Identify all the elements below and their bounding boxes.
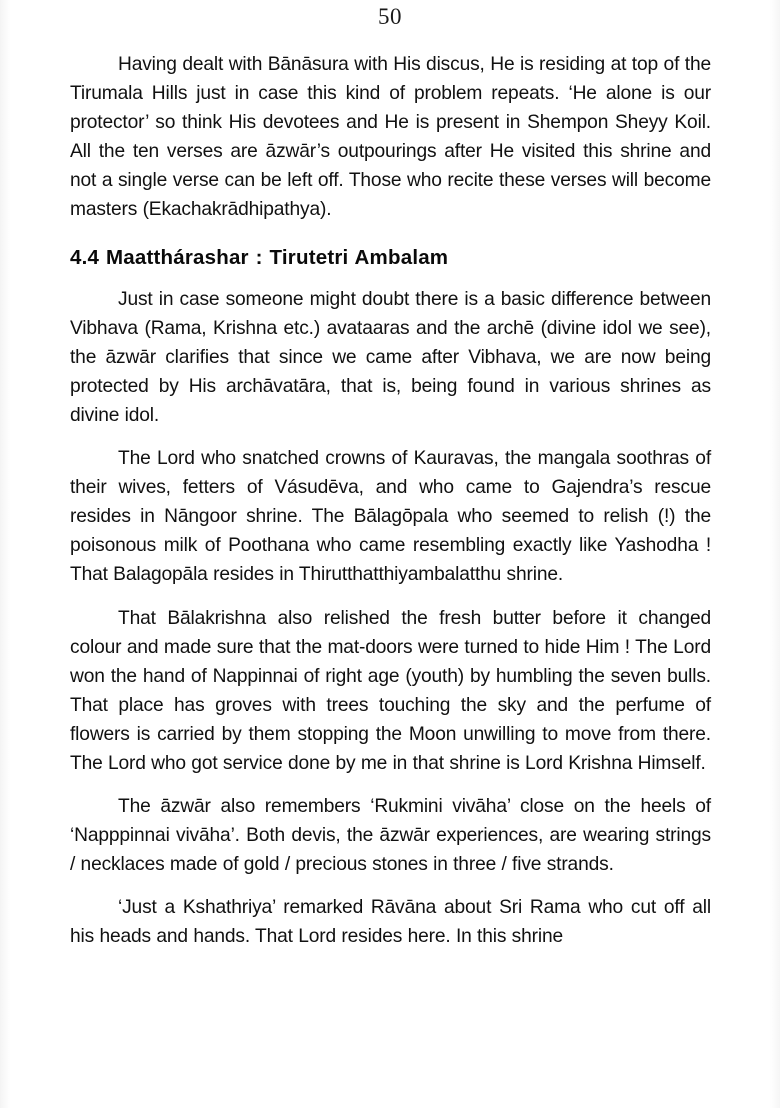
section-heading-4-4: 4.4 Maatthárashar : Tirutetri Ambalam xyxy=(70,245,449,269)
paragraph-rukmini: The āzwār also remembers ‘Rukmini vivāha’ close on the heels of ‘Napppinnai vivāha’. Both devis, the āzwār experiences, are wearing strings / necklaces made of gold / precious stones in three / five strands. xyxy=(70,796,711,876)
page-body-text xyxy=(70,50,711,952)
scan-edge-right-artifact xyxy=(770,0,780,1108)
paragraph-balakrishna: That Bālakrishna also relished the fresh butter before it changed colour and made sure that the mat-doors were turned to hide Him ! The Lord won the hand of Nappinnai of right age (youth) by humbling the seven bulls. That place has groves with trees touching the sky and the perfume of flowers is carried by them stopping the Moon unwilling to move from there. The Lord who got service done by me in that shrine is Lord Krishna Himself. xyxy=(70,607,711,774)
paragraph-vibhava: Just in case someone might doubt there is a basic difference between Vibhava (Rama, Krishna etc.) avataaras and the archē (divine idol we see), the āzwār clarifies that since we came after Vibhava, we are now being protected by His archāvatāra, that is, being found in various shrines as divine idol. xyxy=(70,288,711,426)
page-number: 50 xyxy=(378,4,402,29)
paragraph-banasura: Having dealt with Bānāsura with His discus, He is residing at top of the Tirumala Hills just in case this kind of problem repeats. ‘He alone is our protector’ so think His devotees and He is present in Shempon Sheyy Koil. All the ten verses are āzwār’s outpourings after He visited this shrine and not a single verse can be left off. Those who recite these verses will become masters (Ekachakrādhipathya). xyxy=(70,54,711,221)
paragraph-kauravas: The Lord who snatched crowns of Kauravas, the mangala soothras of their wives, fetters of Vásudēva, and who came to Gajendra’s rescue resides in Nāngoor shrine. The Bālagōpala who seemed to relish (!) the poisonous milk of Poothana who came resembling exactly like Yashodha ! That Balagopāla resides in Thirutthatthiyambalatthu shrine. xyxy=(70,448,711,586)
scan-edge-left-artifact xyxy=(0,0,10,1108)
paragraph-kshathriya: ‘Just a Kshathriya’ remarked Rāvāna about Sri Rama who cut off all his heads and hands. That Lord resides here. In this shrine xyxy=(70,897,711,948)
